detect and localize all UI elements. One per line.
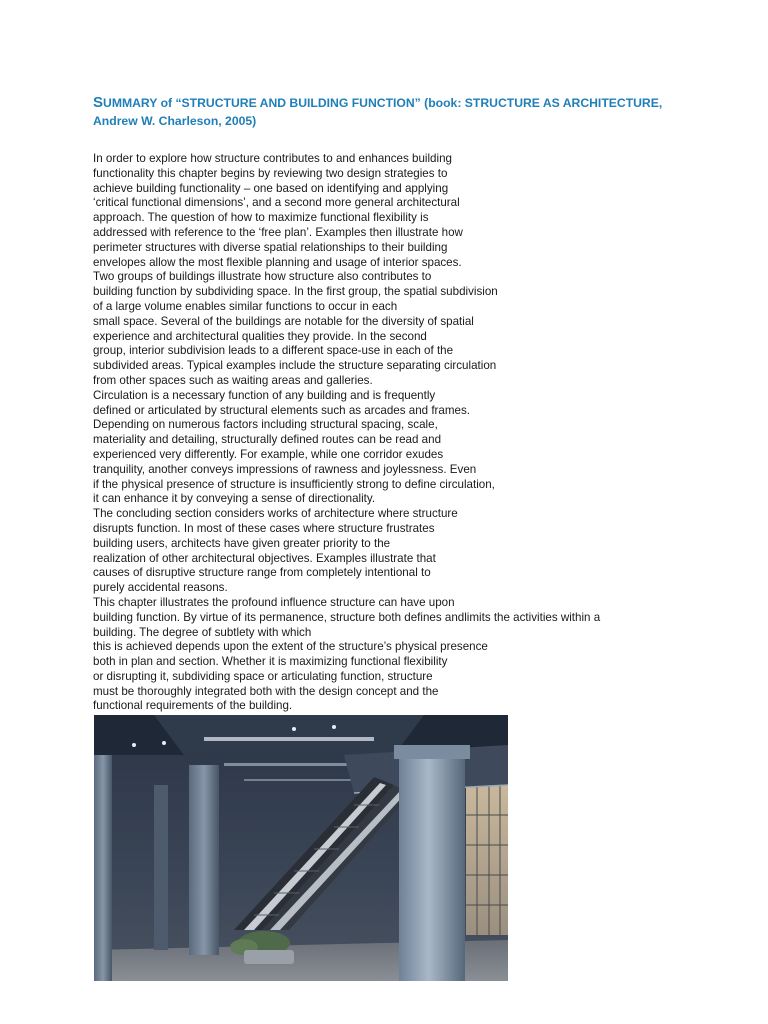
- paragraph-line: must be thoroughly integrated both with the design concept and the: [93, 684, 439, 698]
- paragraph-line: it can enhance it by conveying a sense of directionality.: [93, 492, 376, 506]
- body-text: [93, 152, 693, 714]
- paragraph-line: if the physical presence of structure is insufficiently strong to define circulation,: [93, 477, 495, 491]
- paragraph-line: In order to explore how structure contributes to and enhances building: [93, 152, 452, 165]
- paragraph-line: functional requirements of the building.: [93, 699, 293, 713]
- paragraph-line: building function. By virtue of its permanence, structure both defines andlimits the activities within a: [93, 610, 601, 624]
- paragraph-line: or disrupting it, subdividing space or articulating function, structure: [93, 669, 433, 683]
- paragraph-line: This chapter illustrates the profound influence structure can have upon: [93, 595, 455, 609]
- paragraph-line: disrupts function. In most of these cases where structure frustrates: [93, 521, 435, 535]
- title-initial: S: [93, 94, 104, 111]
- paragraph-line: group, interior subdivision leads to a different space-use in each of the: [93, 344, 454, 358]
- paragraph-line: subdivided areas. Typical examples include the structure separating circulation: [93, 359, 497, 373]
- paragraph-line: tranquility, another conveys impressions of rawness and joylessness. Even: [93, 462, 477, 476]
- paragraph-line: realization of other architectural objectives. Examples illustrate that: [93, 551, 436, 565]
- paragraph-line: experience and architectural qualities they provide. In the second: [93, 329, 427, 343]
- paragraph-line: small space. Several of the buildings are notable for the diversity of spatial: [93, 314, 474, 328]
- paragraph-line: building users, architects have given greater priority to the: [93, 536, 391, 550]
- paragraph-line: of a large volume enables similar functions to occur in each: [93, 299, 398, 313]
- paragraph-line: envelopes allow the most flexible planning and usage of interior spaces.: [93, 255, 462, 269]
- building-interior-illustration: [94, 715, 508, 981]
- title-line-1: UMMARY of “STRUCTURE AND BUILDING FUNCTION” (book: STRUCTURE AS ARCHITECTURE,: [103, 96, 663, 110]
- paragraph-line: purely accidental reasons.: [93, 581, 228, 595]
- document-title: [93, 94, 693, 130]
- paragraph-line: functionality this chapter begins by reviewing two design strategies to: [93, 166, 448, 180]
- paragraph-line: this is achieved depends upon the extent of the structure’s physical presence: [93, 640, 488, 654]
- paragraph-line: Two groups of buildings illustrate how structure also contributes to: [93, 270, 432, 284]
- paragraph-line: ‘critical functional dimensions’, and a second more general architectural: [93, 196, 460, 210]
- paragraph-line: Depending on numerous factors including structural spacing, scale,: [93, 418, 438, 432]
- paragraph-line: materiality and detailing, structurally defined routes can be read and: [93, 433, 442, 447]
- paragraph-line: building. The degree of subtlety with which: [93, 625, 312, 639]
- paragraph-line: building function by subdividing space. In the first group, the spatial subdivision: [93, 285, 498, 299]
- paragraph-line: defined or articulated by structural elements such as arcades and frames.: [93, 403, 470, 417]
- building-interior-photo: [94, 715, 508, 981]
- paragraph-line: approach. The question of how to maximize functional flexibility is: [93, 211, 429, 225]
- paragraph-line: achieve building functionality – one based on identifying and applying: [93, 181, 449, 195]
- paragraph-line: experienced very differently. For example, while one corridor exudes: [93, 447, 444, 461]
- title-line-2: Andrew W. Charleson, 2005): [93, 114, 257, 128]
- paragraph-line: from other spaces such as waiting areas and galleries.: [93, 373, 373, 387]
- paragraph-line: perimeter structures with diverse spatial relationships to their building: [93, 240, 448, 254]
- paragraph-line: The concluding section considers works of architecture where structure: [93, 507, 458, 521]
- paragraph-line: addressed with reference to the ‘free plan’. Examples then illustrate how: [93, 225, 463, 239]
- paragraph-line: Circulation is a necessary function of any building and is frequently: [93, 388, 436, 402]
- paragraph-line: causes of disruptive structure range from completely intentional to: [93, 566, 431, 580]
- paragraph-line: both in plan and section. Whether it is maximizing functional flexibility: [93, 655, 448, 669]
